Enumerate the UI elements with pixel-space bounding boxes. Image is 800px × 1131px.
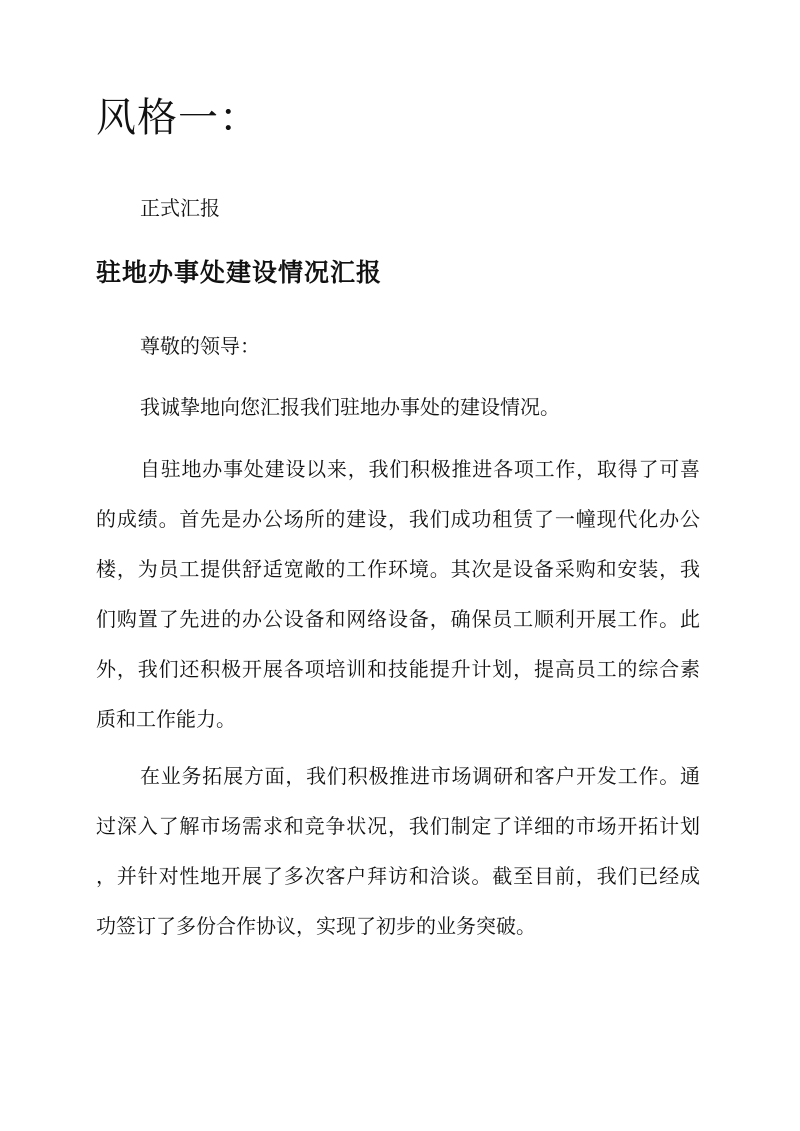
paragraph-line: 过深入了解市场需求和竞争状况，我们制定了详细的市场开拓计划 bbox=[96, 814, 700, 838]
paragraph-line: 质和工作能力。 bbox=[96, 707, 236, 731]
paragraph-line: 功签订了多份合作协议，实现了初步的业务突破。 bbox=[96, 914, 536, 938]
report-type-label: 正式汇报 bbox=[140, 196, 220, 220]
salutation: 尊敬的领导： bbox=[140, 334, 260, 358]
report-title: 驻地办事处建设情况汇报 bbox=[96, 258, 383, 287]
body-paragraph-business bbox=[96, 761, 700, 961]
paragraph-line: 自驻地办事处建设以来，我们积极推进各项工作，取得了可喜 bbox=[140, 457, 700, 481]
paragraph-line: 在业务拓展方面，我们积极推进市场调研和客户开发工作。通 bbox=[140, 764, 700, 788]
paragraph-line: 的成绩。首先是办公场所的建设，我们成功租赁了一幢现代化办公 bbox=[96, 507, 700, 531]
body-paragraph-facilities bbox=[96, 454, 700, 754]
paragraph-line: ，并针对性地开展了多次客户拜访和洽谈。截至目前，我们已经成 bbox=[96, 864, 700, 888]
style-heading: 风格一： bbox=[96, 95, 260, 141]
paragraph-line: 们购置了先进的办公设备和网络设备，确保员工顺利开展工作。此 bbox=[96, 607, 700, 631]
paragraph-line: 外，我们还积极开展各项培训和技能提升计划，提高员工的综合素 bbox=[96, 657, 700, 681]
paragraph-line: 楼，为员工提供舒适宽敞的工作环境。其次是设备采购和安装，我 bbox=[96, 557, 700, 581]
opening-sentence: 我诚挚地向您汇报我们驻地办事处的建设情况。 bbox=[140, 395, 560, 419]
